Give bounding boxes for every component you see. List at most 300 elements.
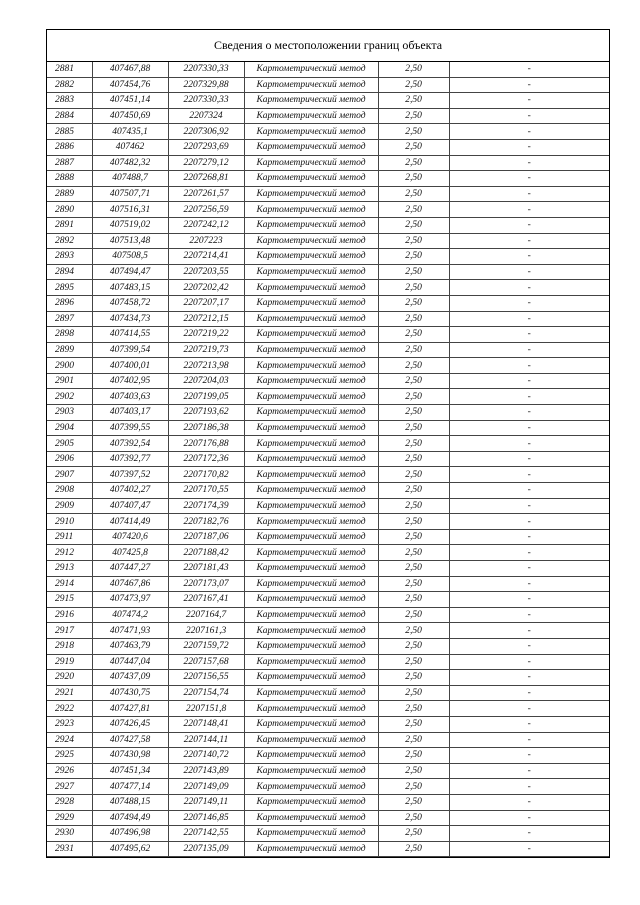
description-cell: -: [449, 93, 609, 109]
point-number-cell: 2900: [47, 358, 92, 374]
y-coordinate-cell: 2207144,11: [168, 732, 244, 748]
accuracy-cell: 2,50: [378, 810, 449, 826]
accuracy-cell: 2,50: [378, 436, 449, 452]
y-coordinate-cell: 2207219,22: [168, 327, 244, 343]
point-number-cell: 2916: [47, 607, 92, 623]
y-coordinate-cell: 2207330,33: [168, 62, 244, 77]
method-cell: Картометрический метод: [244, 779, 378, 795]
point-number-cell: 2893: [47, 249, 92, 265]
x-coordinate-cell: 407399,55: [92, 420, 168, 436]
point-number-cell: 2930: [47, 826, 92, 842]
accuracy-cell: 2,50: [378, 77, 449, 93]
description-cell: -: [449, 529, 609, 545]
table-row: [47, 249, 609, 265]
method-cell: Картометрический метод: [244, 108, 378, 124]
x-coordinate-cell: 407508,5: [92, 249, 168, 265]
y-coordinate-cell: 2207146,85: [168, 810, 244, 826]
method-cell: Картометрический метод: [244, 607, 378, 623]
table-row: [47, 701, 609, 717]
x-coordinate-cell: 407467,86: [92, 576, 168, 592]
y-coordinate-cell: 2207159,72: [168, 638, 244, 654]
method-cell: Картометрический метод: [244, 794, 378, 810]
document-sheet: [46, 29, 610, 858]
x-coordinate-cell: 407414,49: [92, 514, 168, 530]
y-coordinate-cell: 2207176,88: [168, 436, 244, 452]
method-cell: Картометрический метод: [244, 280, 378, 296]
table-row: [47, 716, 609, 732]
x-coordinate-cell: 407427,81: [92, 701, 168, 717]
y-coordinate-cell: 2207164,7: [168, 607, 244, 623]
point-number-cell: 2898: [47, 327, 92, 343]
method-cell: Картометрический метод: [244, 545, 378, 561]
x-coordinate-cell: 407473,97: [92, 592, 168, 608]
accuracy-cell: 2,50: [378, 483, 449, 499]
accuracy-cell: 2,50: [378, 794, 449, 810]
method-cell: Картометрический метод: [244, 623, 378, 639]
table-row: [47, 529, 609, 545]
accuracy-cell: 2,50: [378, 171, 449, 187]
table-row: [47, 108, 609, 124]
x-coordinate-cell: 407392,54: [92, 436, 168, 452]
table-row: [47, 295, 609, 311]
description-cell: -: [449, 670, 609, 686]
description-cell: -: [449, 311, 609, 327]
description-cell: -: [449, 810, 609, 826]
x-coordinate-cell: 407488,15: [92, 794, 168, 810]
point-number-cell: 2925: [47, 748, 92, 764]
accuracy-cell: 2,50: [378, 186, 449, 202]
point-number-cell: 2911: [47, 529, 92, 545]
point-number-cell: 2894: [47, 264, 92, 280]
table-row: [47, 467, 609, 483]
accuracy-cell: 2,50: [378, 420, 449, 436]
point-number-cell: 2927: [47, 779, 92, 795]
point-number-cell: 2887: [47, 155, 92, 171]
point-number-cell: 2897: [47, 311, 92, 327]
description-cell: -: [449, 249, 609, 265]
x-coordinate-cell: 407437,09: [92, 670, 168, 686]
description-cell: -: [449, 483, 609, 499]
x-coordinate-cell: 407483,15: [92, 280, 168, 296]
point-number-cell: 2892: [47, 233, 92, 249]
method-cell: Картометрический метод: [244, 436, 378, 452]
description-cell: -: [449, 420, 609, 436]
accuracy-cell: 2,50: [378, 826, 449, 842]
method-cell: Картометрический метод: [244, 763, 378, 779]
accuracy-cell: 2,50: [378, 576, 449, 592]
y-coordinate-cell: 2207151,8: [168, 701, 244, 717]
x-coordinate-cell: 407507,71: [92, 186, 168, 202]
x-coordinate-cell: 407474,2: [92, 607, 168, 623]
method-cell: Картометрический метод: [244, 233, 378, 249]
point-number-cell: 2926: [47, 763, 92, 779]
table-row: [47, 748, 609, 764]
description-cell: -: [449, 467, 609, 483]
description-cell: -: [449, 155, 609, 171]
y-coordinate-cell: 2207140,72: [168, 748, 244, 764]
method-cell: Картометрический метод: [244, 93, 378, 109]
x-coordinate-cell: 407463,79: [92, 638, 168, 654]
table-row: [47, 405, 609, 421]
y-coordinate-cell: 2207149,11: [168, 794, 244, 810]
accuracy-cell: 2,50: [378, 124, 449, 140]
method-cell: Картометрический метод: [244, 716, 378, 732]
point-number-cell: 2903: [47, 405, 92, 421]
x-coordinate-cell: 407399,54: [92, 342, 168, 358]
y-coordinate-cell: 2207170,82: [168, 467, 244, 483]
x-coordinate-cell: 407403,63: [92, 389, 168, 405]
table-row: [47, 139, 609, 155]
point-number-cell: 2912: [47, 545, 92, 561]
table-row: [47, 124, 609, 140]
description-cell: -: [449, 794, 609, 810]
description-cell: -: [449, 233, 609, 249]
y-coordinate-cell: 2207188,42: [168, 545, 244, 561]
table-row: [47, 685, 609, 701]
accuracy-cell: 2,50: [378, 514, 449, 530]
y-coordinate-cell: 2207268,81: [168, 171, 244, 187]
point-number-cell: 2899: [47, 342, 92, 358]
accuracy-cell: 2,50: [378, 451, 449, 467]
x-coordinate-cell: 407400,01: [92, 358, 168, 374]
accuracy-cell: 2,50: [378, 139, 449, 155]
point-number-cell: 2915: [47, 592, 92, 608]
description-cell: -: [449, 498, 609, 514]
y-coordinate-cell: 2207242,12: [168, 217, 244, 233]
y-coordinate-cell: 2207149,09: [168, 779, 244, 795]
y-coordinate-cell: 2207172,36: [168, 451, 244, 467]
x-coordinate-cell: 407494,47: [92, 264, 168, 280]
x-coordinate-cell: 407496,98: [92, 826, 168, 842]
method-cell: Картометрический метод: [244, 701, 378, 717]
accuracy-cell: 2,50: [378, 155, 449, 171]
method-cell: Картометрический метод: [244, 638, 378, 654]
table-row: [47, 280, 609, 296]
accuracy-cell: 2,50: [378, 654, 449, 670]
table-row: [47, 93, 609, 109]
description-cell: -: [449, 716, 609, 732]
table-row: [47, 561, 609, 577]
method-cell: Картометрический метод: [244, 561, 378, 577]
table-row: [47, 327, 609, 343]
point-number-cell: 2913: [47, 561, 92, 577]
x-coordinate-cell: 407488,7: [92, 171, 168, 187]
x-coordinate-cell: 407451,14: [92, 93, 168, 109]
point-number-cell: 2909: [47, 498, 92, 514]
accuracy-cell: 2,50: [378, 405, 449, 421]
point-number-cell: 2910: [47, 514, 92, 530]
y-coordinate-cell: 2207199,05: [168, 389, 244, 405]
y-coordinate-cell: 2207212,15: [168, 311, 244, 327]
point-number-cell: 2891: [47, 217, 92, 233]
x-coordinate-cell: 407471,93: [92, 623, 168, 639]
accuracy-cell: 2,50: [378, 249, 449, 265]
y-coordinate-cell: 2207193,62: [168, 405, 244, 421]
table-row: [47, 498, 609, 514]
accuracy-cell: 2,50: [378, 233, 449, 249]
description-cell: -: [449, 295, 609, 311]
description-cell: -: [449, 124, 609, 140]
table-row: [47, 607, 609, 623]
accuracy-cell: 2,50: [378, 280, 449, 296]
description-cell: -: [449, 654, 609, 670]
y-coordinate-cell: 2207182,76: [168, 514, 244, 530]
x-coordinate-cell: 407458,72: [92, 295, 168, 311]
table-row: [47, 670, 609, 686]
x-coordinate-cell: 407430,98: [92, 748, 168, 764]
y-coordinate-cell: 2207174,39: [168, 498, 244, 514]
coordinates-table: [47, 62, 609, 857]
table-row: [47, 810, 609, 826]
point-number-cell: 2888: [47, 171, 92, 187]
point-number-cell: 2921: [47, 685, 92, 701]
accuracy-cell: 2,50: [378, 841, 449, 857]
table-row: [47, 436, 609, 452]
accuracy-cell: 2,50: [378, 202, 449, 218]
point-number-cell: 2884: [47, 108, 92, 124]
method-cell: Картометрический метод: [244, 342, 378, 358]
description-cell: -: [449, 139, 609, 155]
description-cell: -: [449, 389, 609, 405]
x-coordinate-cell: 407462: [92, 139, 168, 155]
description-cell: -: [449, 607, 609, 623]
description-cell: -: [449, 358, 609, 374]
y-coordinate-cell: 2207207,17: [168, 295, 244, 311]
x-coordinate-cell: 407494,49: [92, 810, 168, 826]
method-cell: Картометрический метод: [244, 139, 378, 155]
description-cell: -: [449, 186, 609, 202]
x-coordinate-cell: 407402,95: [92, 373, 168, 389]
description-cell: -: [449, 623, 609, 639]
table-row: [47, 155, 609, 171]
point-number-cell: 2881: [47, 62, 92, 77]
accuracy-cell: 2,50: [378, 638, 449, 654]
point-number-cell: 2924: [47, 732, 92, 748]
point-number-cell: 2904: [47, 420, 92, 436]
table-row: [47, 342, 609, 358]
description-cell: -: [449, 561, 609, 577]
description-cell: -: [449, 280, 609, 296]
y-coordinate-cell: 2207203,55: [168, 264, 244, 280]
accuracy-cell: 2,50: [378, 389, 449, 405]
point-number-cell: 2917: [47, 623, 92, 639]
point-number-cell: 2914: [47, 576, 92, 592]
description-cell: -: [449, 451, 609, 467]
method-cell: Картометрический метод: [244, 670, 378, 686]
description-cell: -: [449, 763, 609, 779]
coordinates-table-body: [47, 62, 609, 857]
y-coordinate-cell: 2207324: [168, 108, 244, 124]
point-number-cell: 2928: [47, 794, 92, 810]
x-coordinate-cell: 407467,88: [92, 62, 168, 77]
y-coordinate-cell: 2207202,42: [168, 280, 244, 296]
accuracy-cell: 2,50: [378, 327, 449, 343]
x-coordinate-cell: 407450,69: [92, 108, 168, 124]
method-cell: Картометрический метод: [244, 62, 378, 77]
point-number-cell: 2906: [47, 451, 92, 467]
point-number-cell: 2905: [47, 436, 92, 452]
y-coordinate-cell: 2207187,06: [168, 529, 244, 545]
method-cell: Картометрический метод: [244, 171, 378, 187]
method-cell: Картометрический метод: [244, 327, 378, 343]
point-number-cell: 2908: [47, 483, 92, 499]
method-cell: Картометрический метод: [244, 841, 378, 857]
description-cell: -: [449, 576, 609, 592]
accuracy-cell: 2,50: [378, 358, 449, 374]
y-coordinate-cell: 2207306,92: [168, 124, 244, 140]
accuracy-cell: 2,50: [378, 701, 449, 717]
x-coordinate-cell: 407516,31: [92, 202, 168, 218]
description-cell: -: [449, 171, 609, 187]
point-number-cell: 2918: [47, 638, 92, 654]
x-coordinate-cell: 407477,14: [92, 779, 168, 795]
point-number-cell: 2889: [47, 186, 92, 202]
method-cell: Картометрический метод: [244, 576, 378, 592]
table-row: [47, 358, 609, 374]
description-cell: -: [449, 779, 609, 795]
description-cell: -: [449, 108, 609, 124]
description-cell: -: [449, 748, 609, 764]
table-row: [47, 654, 609, 670]
point-number-cell: 2896: [47, 295, 92, 311]
table-row: [47, 732, 609, 748]
description-cell: -: [449, 264, 609, 280]
table-row: [47, 373, 609, 389]
accuracy-cell: 2,50: [378, 607, 449, 623]
description-cell: -: [449, 327, 609, 343]
method-cell: Картометрический метод: [244, 311, 378, 327]
x-coordinate-cell: 407447,27: [92, 561, 168, 577]
method-cell: Картометрический метод: [244, 592, 378, 608]
accuracy-cell: 2,50: [378, 529, 449, 545]
method-cell: Картометрический метод: [244, 451, 378, 467]
description-cell: -: [449, 685, 609, 701]
y-coordinate-cell: 2207329,88: [168, 77, 244, 93]
point-number-cell: 2901: [47, 373, 92, 389]
y-coordinate-cell: 2207261,57: [168, 186, 244, 202]
y-coordinate-cell: 2207186,38: [168, 420, 244, 436]
description-cell: -: [449, 436, 609, 452]
method-cell: Картометрический метод: [244, 77, 378, 93]
y-coordinate-cell: 2207135,09: [168, 841, 244, 857]
accuracy-cell: 2,50: [378, 373, 449, 389]
x-coordinate-cell: 407495,62: [92, 841, 168, 857]
table-row: [47, 420, 609, 436]
accuracy-cell: 2,50: [378, 217, 449, 233]
table-row: [47, 202, 609, 218]
accuracy-cell: 2,50: [378, 779, 449, 795]
description-cell: -: [449, 202, 609, 218]
accuracy-cell: 2,50: [378, 467, 449, 483]
table-row: [47, 451, 609, 467]
accuracy-cell: 2,50: [378, 592, 449, 608]
method-cell: Картометрический метод: [244, 155, 378, 171]
x-coordinate-cell: 407414,55: [92, 327, 168, 343]
description-cell: -: [449, 342, 609, 358]
table-row: [47, 841, 609, 857]
x-coordinate-cell: 407513,48: [92, 233, 168, 249]
point-number-cell: 2882: [47, 77, 92, 93]
y-coordinate-cell: 2207213,98: [168, 358, 244, 374]
x-coordinate-cell: 407392,77: [92, 451, 168, 467]
x-coordinate-cell: 407454,76: [92, 77, 168, 93]
method-cell: Картометрический метод: [244, 654, 378, 670]
point-number-cell: 2920: [47, 670, 92, 686]
method-cell: Картометрический метод: [244, 810, 378, 826]
method-cell: Картометрический метод: [244, 373, 378, 389]
y-coordinate-cell: 2207156,55: [168, 670, 244, 686]
accuracy-cell: 2,50: [378, 561, 449, 577]
accuracy-cell: 2,50: [378, 342, 449, 358]
table-row: [47, 623, 609, 639]
point-number-cell: 2907: [47, 467, 92, 483]
table-row: [47, 638, 609, 654]
description-cell: -: [449, 732, 609, 748]
method-cell: Картометрический метод: [244, 514, 378, 530]
method-cell: Картометрический метод: [244, 124, 378, 140]
method-cell: Картометрический метод: [244, 264, 378, 280]
method-cell: Картометрический метод: [244, 483, 378, 499]
point-number-cell: 2929: [47, 810, 92, 826]
table-row: [47, 576, 609, 592]
point-number-cell: 2883: [47, 93, 92, 109]
y-coordinate-cell: 2207167,41: [168, 592, 244, 608]
description-cell: -: [449, 217, 609, 233]
y-coordinate-cell: 2207142,55: [168, 826, 244, 842]
x-coordinate-cell: 407425,8: [92, 545, 168, 561]
method-cell: Картометрический метод: [244, 498, 378, 514]
accuracy-cell: 2,50: [378, 93, 449, 109]
table-row: [47, 779, 609, 795]
accuracy-cell: 2,50: [378, 623, 449, 639]
table-row: [47, 233, 609, 249]
accuracy-cell: 2,50: [378, 763, 449, 779]
y-coordinate-cell: 2207279,12: [168, 155, 244, 171]
method-cell: Картометрический метод: [244, 358, 378, 374]
x-coordinate-cell: 407403,17: [92, 405, 168, 421]
method-cell: Картометрический метод: [244, 467, 378, 483]
method-cell: Картометрический метод: [244, 389, 378, 405]
y-coordinate-cell: 2207181,43: [168, 561, 244, 577]
description-cell: -: [449, 62, 609, 77]
table-row: [47, 311, 609, 327]
accuracy-cell: 2,50: [378, 670, 449, 686]
point-number-cell: 2895: [47, 280, 92, 296]
description-cell: -: [449, 826, 609, 842]
point-number-cell: 2919: [47, 654, 92, 670]
description-cell: -: [449, 638, 609, 654]
point-number-cell: 2923: [47, 716, 92, 732]
point-number-cell: 2922: [47, 701, 92, 717]
x-coordinate-cell: 407397,52: [92, 467, 168, 483]
x-coordinate-cell: 407427,58: [92, 732, 168, 748]
y-coordinate-cell: 2207170,55: [168, 483, 244, 499]
x-coordinate-cell: 407434,73: [92, 311, 168, 327]
method-cell: Картометрический метод: [244, 186, 378, 202]
method-cell: Картометрический метод: [244, 295, 378, 311]
table-row: [47, 545, 609, 561]
y-coordinate-cell: 2207157,68: [168, 654, 244, 670]
table-row: [47, 763, 609, 779]
point-number-cell: 2902: [47, 389, 92, 405]
table-row: [47, 77, 609, 93]
accuracy-cell: 2,50: [378, 685, 449, 701]
table-row: [47, 186, 609, 202]
method-cell: Картометрический метод: [244, 826, 378, 842]
table-row: [47, 389, 609, 405]
table-row: [47, 171, 609, 187]
y-coordinate-cell: 2207293,69: [168, 139, 244, 155]
